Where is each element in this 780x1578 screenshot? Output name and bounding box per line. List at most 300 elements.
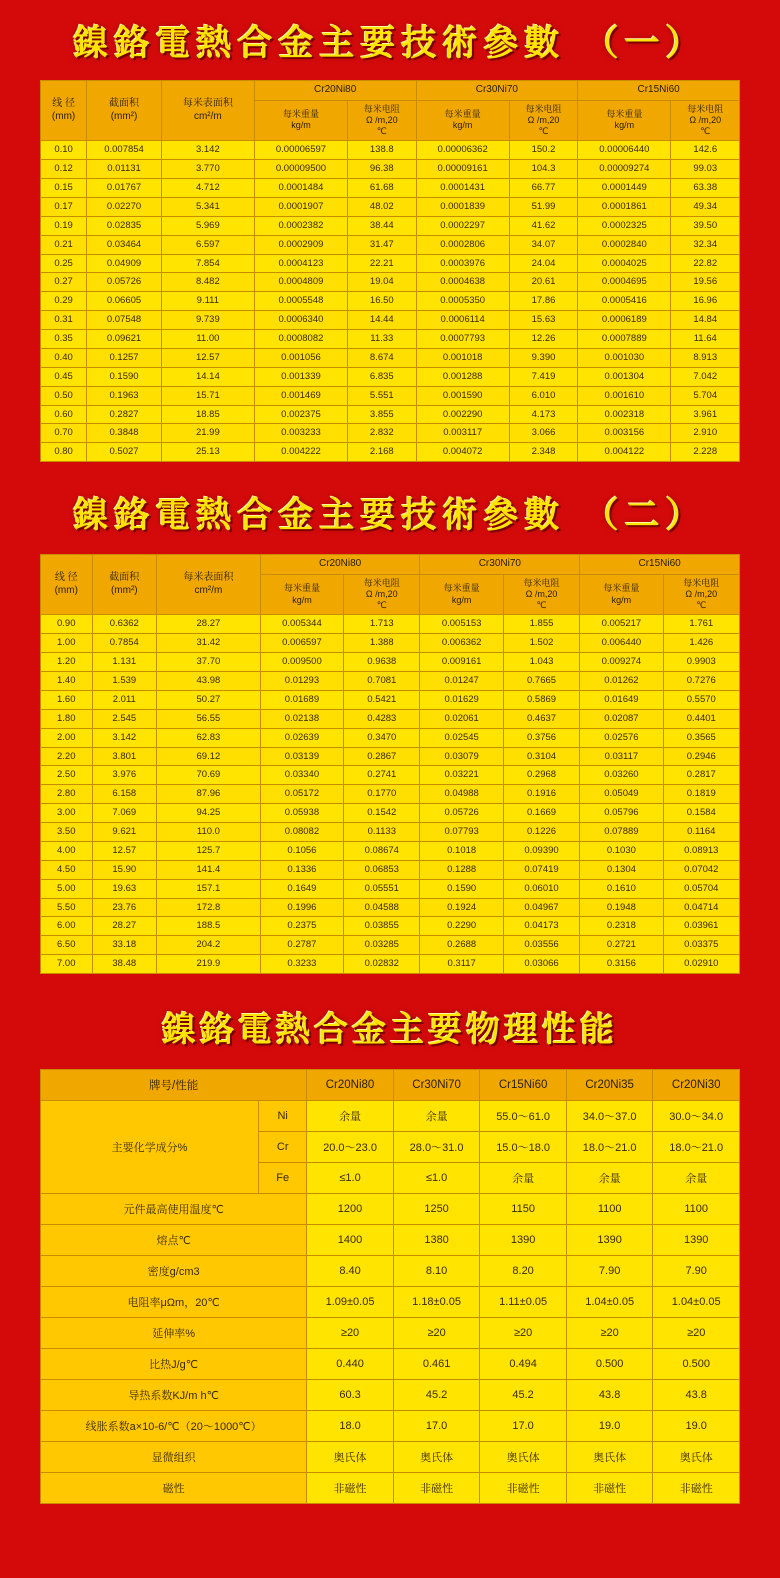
table-cell: 0.04909 (87, 254, 162, 273)
table-cell: 0.0001861 (578, 197, 671, 216)
table-cell: 0.03117 (580, 747, 663, 766)
phys-row (41, 1287, 740, 1318)
table-cell: 0.1610 (580, 879, 663, 898)
table-cell: 125.7 (157, 841, 261, 860)
table-cell: 0.0002325 (578, 216, 671, 235)
table-cell: 1.60 (41, 690, 93, 709)
phys-cell: ≥20 (307, 1318, 394, 1349)
table-cell: 14.44 (348, 311, 416, 330)
table-cell: 0.0004809 (254, 273, 347, 292)
phys-cell: 20.0～23.0 (307, 1132, 394, 1163)
table-cell: 37.70 (157, 653, 261, 672)
table-cell: 0.7854 (92, 634, 157, 653)
table-cell: 0.001288 (416, 367, 509, 386)
table-cell: 0.90 (41, 615, 93, 634)
phys-cell: 43.8 (566, 1380, 653, 1411)
table-cell: 0.1030 (580, 841, 663, 860)
table-cell: 1.502 (503, 634, 579, 653)
phys-cell: 8.20 (480, 1256, 567, 1287)
table-cell: 70.69 (157, 766, 261, 785)
page-title-physical: 鎳鉻電熱合金主要物理性能 (162, 1010, 618, 1050)
table-cell: 41.62 (509, 216, 577, 235)
table-cell: 1.761 (663, 615, 739, 634)
phys-cell: 28.0～31.0 (393, 1132, 480, 1163)
table-cell: 0.0008082 (254, 330, 347, 349)
table-cell: 0.01689 (260, 690, 343, 709)
table-cell: 0.03855 (344, 917, 420, 936)
table-cell: 28.27 (92, 917, 157, 936)
phys-cell: 余量 (566, 1163, 653, 1194)
phys-row (41, 1225, 740, 1256)
table-cell: 0.2688 (420, 936, 503, 955)
table-cell: 12.57 (161, 348, 254, 367)
table-cell: 0.1916 (503, 785, 579, 804)
phys-row (41, 1349, 740, 1380)
table-row (41, 879, 740, 898)
table-cell: 0.08913 (663, 841, 739, 860)
table-cell: 0.009274 (580, 653, 663, 672)
page-title-part1: 鎳鉻電熱合金主要技術參數 （一） (73, 23, 707, 64)
table-cell: 0.02639 (260, 728, 343, 747)
table-row (41, 690, 740, 709)
table-cell: 21.99 (161, 424, 254, 443)
phys-column-header: Cr20Ni30 (653, 1070, 740, 1101)
tech-params-table-1 (40, 80, 740, 462)
phys-row (41, 1318, 740, 1349)
table-cell: 0.9638 (344, 653, 420, 672)
phys-chem-element-label: Fe (259, 1163, 307, 1194)
table-cell: 0.3470 (344, 728, 420, 747)
table-cell: 9.739 (161, 311, 254, 330)
table2-head-row1 (41, 555, 740, 575)
table-cell: 0.05551 (344, 879, 420, 898)
phys-cell: 余量 (480, 1163, 567, 1194)
table-cell: 0.15 (41, 179, 87, 198)
table-row (41, 348, 740, 367)
table-cell: 18.85 (161, 405, 254, 424)
table-cell: 0.1948 (580, 898, 663, 917)
col-section-area: 截面积 (mm²) (87, 81, 162, 141)
table-cell: 1.80 (41, 709, 93, 728)
sub-resistance-2: 每米电阻 Ω /m,20 ℃ (509, 100, 577, 141)
phys-cell: 30.0～34.0 (653, 1101, 740, 1132)
table-cell: 39.50 (671, 216, 740, 235)
table-cell: 0.0004123 (254, 254, 347, 273)
table-cell: 0.0005416 (578, 292, 671, 311)
phys-column-header: Cr30Ni70 (393, 1070, 480, 1101)
table-cell: 3.142 (161, 141, 254, 160)
phys-cell: 奥氏体 (393, 1442, 480, 1473)
phys-column-header: Cr15Ni60 (480, 1070, 567, 1101)
group-cr15ni60: Cr15Ni60 (580, 555, 740, 575)
table-cell: 0.40 (41, 348, 87, 367)
table-cell: 0.0006340 (254, 311, 347, 330)
table-cell: 0.1770 (344, 785, 420, 804)
table-row (41, 311, 740, 330)
table-cell: 0.2968 (503, 766, 579, 785)
phys-cell: 余量 (653, 1163, 740, 1194)
table-cell: 51.99 (509, 197, 577, 216)
table-cell: 0.5421 (344, 690, 420, 709)
table-cell: 4.00 (41, 841, 93, 860)
table-cell: 3.855 (348, 405, 416, 424)
table-cell: 1.426 (663, 634, 739, 653)
table-cell: 0.9903 (663, 653, 739, 672)
table-row (41, 160, 740, 179)
phys-cell: 1.18±0.05 (393, 1287, 480, 1318)
table-cell: 24.04 (509, 254, 577, 273)
table-cell: 0.04173 (503, 917, 579, 936)
table-cell: 2.00 (41, 728, 93, 747)
phys-cell: 1400 (307, 1225, 394, 1256)
table-cell: 43.98 (157, 672, 261, 691)
phys-cell: 34.0～37.0 (566, 1101, 653, 1132)
table-cell: 0.2290 (420, 917, 503, 936)
table-cell: 1.00 (41, 634, 93, 653)
table-cell: 0.001339 (254, 367, 347, 386)
sub-resistance-1: 每米电阻 Ω /m,20 ℃ (344, 574, 420, 615)
table-cell: 87.96 (157, 785, 261, 804)
table-cell: 0.1996 (260, 898, 343, 917)
phys-cell: 0.461 (393, 1349, 480, 1380)
table-row (41, 766, 740, 785)
table-cell: 34.07 (509, 235, 577, 254)
phys-cell: 1390 (653, 1225, 740, 1256)
table-row (41, 841, 740, 860)
table-cell: 69.12 (157, 747, 261, 766)
phys-cell: 奥氏体 (653, 1442, 740, 1473)
table-row (41, 386, 740, 405)
table-cell: 1.713 (344, 615, 420, 634)
table-cell: 1.539 (92, 672, 157, 691)
table-row (41, 443, 740, 462)
sub-weight-2: 每米重量 kg/m (416, 100, 509, 141)
table-cell: 3.142 (92, 728, 157, 747)
table2-body (41, 615, 740, 974)
table-cell: 0.05726 (87, 273, 162, 292)
table-cell: 0.02576 (580, 728, 663, 747)
table-cell: 0.1584 (663, 804, 739, 823)
phys-cell: 0.494 (480, 1349, 567, 1380)
col-section-area: 截面积 (mm²) (92, 555, 157, 615)
table-cell: 0.25 (41, 254, 87, 273)
table-cell: 1.131 (92, 653, 157, 672)
table-row (41, 653, 740, 672)
table-cell: 0.0005548 (254, 292, 347, 311)
table-cell: 0.003156 (578, 424, 671, 443)
phys-cell: 19.0 (566, 1411, 653, 1442)
table-cell: 4.712 (161, 179, 254, 198)
table-cell: 0.01767 (87, 179, 162, 198)
table-row (41, 179, 740, 198)
table-cell: 0.03221 (420, 766, 503, 785)
table-cell: 17.86 (509, 292, 577, 311)
table-cell: 0.1018 (420, 841, 503, 860)
table-cell: 22.82 (671, 254, 740, 273)
table-cell: 0.009500 (260, 653, 343, 672)
table-cell: 0.03375 (663, 936, 739, 955)
table-cell: 0.7081 (344, 672, 420, 691)
table-cell: 3.066 (509, 424, 577, 443)
sub-weight-1: 每米重量 kg/m (260, 574, 343, 615)
phys-row (41, 1380, 740, 1411)
table-cell: 0.3233 (260, 955, 343, 974)
table-cell: 0.1336 (260, 860, 343, 879)
phys-cell: 55.0～61.0 (480, 1101, 567, 1132)
phys-cell: 0.440 (307, 1349, 394, 1380)
table-cell: 19.04 (348, 273, 416, 292)
table-row (41, 747, 740, 766)
table-cell: 0.17 (41, 197, 87, 216)
table-cell: 1.40 (41, 672, 93, 691)
phys-cell: 1200 (307, 1194, 394, 1225)
table-cell: 1.855 (503, 615, 579, 634)
table-cell: 5.341 (161, 197, 254, 216)
table-cell: 3.50 (41, 823, 93, 842)
phys-cell: 非磁性 (307, 1473, 394, 1504)
phys-cell: 17.0 (393, 1411, 480, 1442)
table-cell: 15.71 (161, 386, 254, 405)
table-cell: 0.07548 (87, 311, 162, 330)
table-cell: 0.7276 (663, 672, 739, 691)
phys-cell: 1.04±0.05 (566, 1287, 653, 1318)
table-cell: 141.4 (157, 860, 261, 879)
table-cell: 0.1649 (260, 879, 343, 898)
table-cell: 0.0006114 (416, 311, 509, 330)
table-row (41, 860, 740, 879)
table-cell: 0.0002909 (254, 235, 347, 254)
table-cell: 0.3156 (580, 955, 663, 974)
phys-cell: 7.90 (566, 1256, 653, 1287)
tech-params-table-2 (40, 554, 740, 974)
table-cell: 0.70 (41, 424, 87, 443)
phys-cell: 1250 (393, 1194, 480, 1225)
table-row (41, 235, 740, 254)
table-row (41, 823, 740, 842)
table-cell: 150.2 (509, 141, 577, 160)
table-cell: 1.043 (503, 653, 579, 672)
phys-cell: ≥20 (566, 1318, 653, 1349)
table-cell: 5.50 (41, 898, 93, 917)
table-cell: 66.77 (509, 179, 577, 198)
table-cell: 0.03285 (344, 936, 420, 955)
phys-row (41, 1411, 740, 1442)
table-cell: 0.003233 (254, 424, 347, 443)
table-cell: 0.001610 (578, 386, 671, 405)
table-cell: 0.01131 (87, 160, 162, 179)
table-row (41, 615, 740, 634)
table-cell: 142.6 (671, 141, 740, 160)
table-cell: 0.004222 (254, 443, 347, 462)
table-cell: 7.419 (509, 367, 577, 386)
table-cell: 0.1669 (503, 804, 579, 823)
table-cell: 0.03079 (420, 747, 503, 766)
table-cell: 2.545 (92, 709, 157, 728)
phys-corner-label: 牌号/性能 (41, 1070, 307, 1101)
table-cell: 0.3848 (87, 424, 162, 443)
table-cell: 0.1288 (420, 860, 503, 879)
table-cell: 0.0004638 (416, 273, 509, 292)
phys-row-label: 显微组织 (41, 1442, 307, 1473)
table-cell: 0.0001839 (416, 197, 509, 216)
table-cell: 0.03340 (260, 766, 343, 785)
phys-row-label: 电阻率μΩm，20℃ (41, 1287, 307, 1318)
table-cell: 0.05726 (420, 804, 503, 823)
table-cell: 12.26 (509, 330, 577, 349)
table-cell: 49.34 (671, 197, 740, 216)
phys-cell: 余量 (307, 1101, 394, 1132)
table-cell: 50.27 (157, 690, 261, 709)
sub-weight-1: 每米重量 kg/m (254, 100, 347, 141)
phys-cell: ≤1.0 (307, 1163, 394, 1194)
table-cell: 1.388 (344, 634, 420, 653)
table-cell: 0.2946 (663, 747, 739, 766)
table-cell: 3.770 (161, 160, 254, 179)
phys-row-label: 密度g/cm3 (41, 1256, 307, 1287)
phys-row-label: 延伸率% (41, 1318, 307, 1349)
table-cell: 7.854 (161, 254, 254, 273)
table-cell: 3.00 (41, 804, 93, 823)
sub-weight-3: 每米重量 kg/m (580, 574, 663, 615)
phys-row-label: 线胀系数a×10-6/℃（20～1000℃） (41, 1411, 307, 1442)
table-cell: 0.0002840 (578, 235, 671, 254)
table-cell: 0.35 (41, 330, 87, 349)
table-cell: 32.34 (671, 235, 740, 254)
table-cell: 6.835 (348, 367, 416, 386)
table-cell: 0.1590 (420, 879, 503, 898)
table-row (41, 367, 740, 386)
table1-head-row1 (41, 81, 740, 101)
table-cell: 11.33 (348, 330, 416, 349)
table-cell: 0.09390 (503, 841, 579, 860)
table-cell: 23.76 (92, 898, 157, 917)
phys-cell: 45.2 (393, 1380, 480, 1411)
table-cell: 0.02832 (344, 955, 420, 974)
table-cell: 94.25 (157, 804, 261, 823)
table-cell: 0.001056 (254, 348, 347, 367)
phys-cell: 1.04±0.05 (653, 1287, 740, 1318)
table-cell: 188.5 (157, 917, 261, 936)
table-cell: 204.2 (157, 936, 261, 955)
table-cell: 0.0004695 (578, 273, 671, 292)
table-cell: 8.482 (161, 273, 254, 292)
table-cell: 15.63 (509, 311, 577, 330)
table-cell: 11.00 (161, 330, 254, 349)
table-cell: 0.0002806 (416, 235, 509, 254)
table-cell: 0.27 (41, 273, 87, 292)
phys-column-header: Cr20Ni80 (307, 1070, 394, 1101)
table-cell: 6.597 (161, 235, 254, 254)
table-cell: 0.0003976 (416, 254, 509, 273)
table-cell: 138.8 (348, 141, 416, 160)
table-cell: 0.01629 (420, 690, 503, 709)
table-cell: 2.20 (41, 747, 93, 766)
table-cell: 0.2318 (580, 917, 663, 936)
table-cell: 7.042 (671, 367, 740, 386)
table-cell: 12.57 (92, 841, 157, 860)
table-row (41, 804, 740, 823)
table-cell: 2.168 (348, 443, 416, 462)
phys-row (41, 1256, 740, 1287)
table-cell: 0.0002382 (254, 216, 347, 235)
table-cell: 0.005344 (260, 615, 343, 634)
table-cell: 0.2787 (260, 936, 343, 955)
table-cell: 0.0007889 (578, 330, 671, 349)
col-surface-area: 每米表面积 cm²/m (161, 81, 254, 141)
sub-weight-3: 每米重量 kg/m (578, 100, 671, 141)
table-cell: 0.04714 (663, 898, 739, 917)
table-cell: 0.1819 (663, 785, 739, 804)
table-cell: 0.10 (41, 141, 87, 160)
table-cell: 0.1056 (260, 841, 343, 860)
table-cell: 25.13 (161, 443, 254, 462)
table-cell: 3.961 (671, 405, 740, 424)
table-cell: 0.4401 (663, 709, 739, 728)
table-cell: 5.551 (348, 386, 416, 405)
col-wire-diameter: 线 径 (mm) (41, 81, 87, 141)
table-cell: 31.47 (348, 235, 416, 254)
phys-cell: 18.0～21.0 (653, 1132, 740, 1163)
table-cell: 0.002375 (254, 405, 347, 424)
table-cell: 22.21 (348, 254, 416, 273)
table-cell: 0.1924 (420, 898, 503, 917)
table-cell: 56.55 (157, 709, 261, 728)
table-cell: 0.4637 (503, 709, 579, 728)
phys-row (41, 1442, 740, 1473)
table-row (41, 273, 740, 292)
table-cell: 0.01262 (580, 672, 663, 691)
physical-properties-table (40, 1069, 740, 1504)
table-cell: 9.390 (509, 348, 577, 367)
table-cell: 0.05704 (663, 879, 739, 898)
table-cell: 0.02545 (420, 728, 503, 747)
phys-cell: 0.500 (566, 1349, 653, 1380)
sub-resistance-1: 每米电阻 Ω /m,20 ℃ (348, 100, 416, 141)
table-cell: 0.02270 (87, 197, 162, 216)
table-cell: 0.5027 (87, 443, 162, 462)
phys-cell: 45.2 (480, 1380, 567, 1411)
phys-cell: ≥20 (480, 1318, 567, 1349)
table-row (41, 785, 740, 804)
table-cell: 14.84 (671, 311, 740, 330)
phys-chem-element-label: Ni (259, 1101, 307, 1132)
table-cell: 0.002290 (416, 405, 509, 424)
table-cell: 63.38 (671, 179, 740, 198)
table-cell: 0.004072 (416, 443, 509, 462)
table-cell: 0.07042 (663, 860, 739, 879)
sub-resistance-2: 每米电阻 Ω /m,20 ℃ (503, 574, 579, 615)
table-cell: 0.50 (41, 386, 87, 405)
phys-chem-row (41, 1101, 740, 1132)
table-cell: 0.005217 (580, 615, 663, 634)
table-cell: 0.006362 (420, 634, 503, 653)
col-wire-diameter: 线 径 (mm) (41, 555, 93, 615)
table-cell: 0.60 (41, 405, 87, 424)
table-cell: 28.27 (157, 615, 261, 634)
table2-head (41, 555, 740, 615)
table-cell: 0.31 (41, 311, 87, 330)
table-row (41, 330, 740, 349)
phys-row-label: 比热J/g℃ (41, 1349, 307, 1380)
table-row (41, 424, 740, 443)
sub-resistance-3: 每米电阻 Ω /m,20 ℃ (671, 100, 740, 141)
table-cell: 0.03464 (87, 235, 162, 254)
table-cell: 3.976 (92, 766, 157, 785)
table-cell: 2.011 (92, 690, 157, 709)
phys-row-label: 熔点℃ (41, 1225, 307, 1256)
phys-cell: 奥氏体 (480, 1442, 567, 1473)
table-cell: 2.50 (41, 766, 93, 785)
